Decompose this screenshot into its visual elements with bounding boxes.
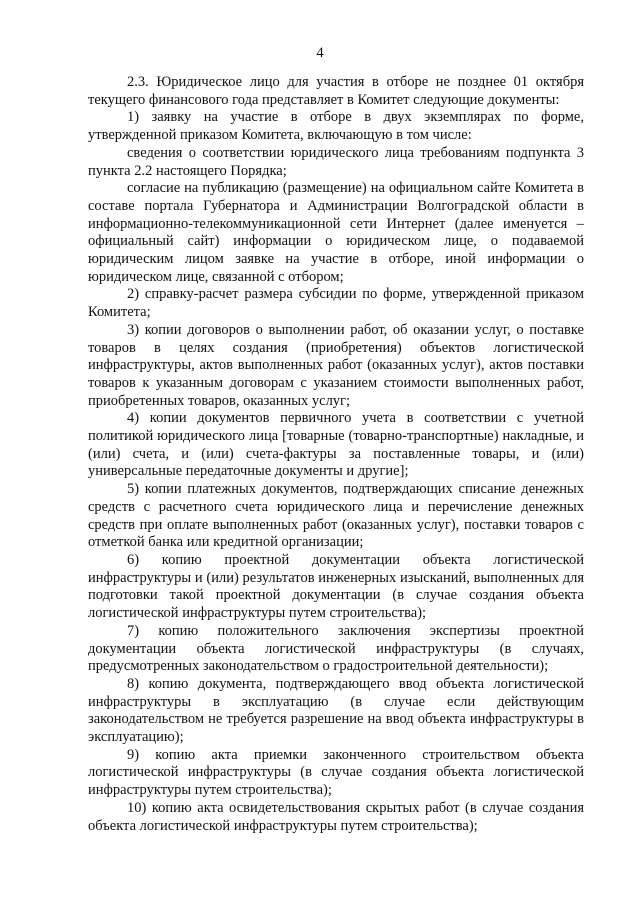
item-9-acceptance-act: 9) копию акта приемки законченного строительством объекта логистической инфраструктуры (в случае создания объекта логистической инфраструктуры путем строительства); bbox=[88, 746, 584, 799]
document-body bbox=[88, 74, 584, 835]
item-7-expertise-conclusion: 7) копию положительного заключения экспертизы проектной документации объекта логистической инфраструктуры (в случаях, предусмотренных законодательством о градостроительной деятельности); bbox=[88, 622, 584, 675]
item-10-hidden-works-act: 10) копию акта освидетельствования скрытых работ (в случае создания объекта логистической инфраструктуры путем строительства); bbox=[88, 799, 584, 834]
item-8-commissioning-document: 8) копию документа, подтверждающего ввод объекта логистической инфраструктуры в эксплуатацию (в случае если действующим законодательством не требуется разрешение на ввод объекта инфраструктуры в эксплуатацию); bbox=[88, 675, 584, 746]
item-2-subsidy-calculation: 2) справку-расчет размера субсидии по форме, утвержденной приказом Комитета; bbox=[88, 286, 584, 321]
item-3-contract-copies: 3) копии договоров о выполнении работ, об оказании услуг, о поставке товаров в целях создания (приобретения) объектов логистической инфраструктуры, актов выполненных работ (оказанных услуг), актов поставки товаров к указанным договорам с указанием стоимости выполненных работ, приобретенных товаров, оказанных услуг; bbox=[88, 321, 584, 409]
item-6-project-documentation: 6) копию проектной документации объекта логистической инфраструктуры и (или) результатов инженерных изысканий, выполненных для подготовки такой проектной документации (в случае создания объекта логистической инфраструктуры путем строительства); bbox=[88, 551, 584, 622]
item-1-requirements-info: сведения о соответствии юридического лица требованиям подпункта 3 пункта 2.2 настоящего Порядка; bbox=[88, 144, 584, 179]
item-4-primary-documents: 4) копии документов первичного учета в соответствии с учетной политикой юридического лица [товарные (товарно-транспортные) накладные, и (или) счета, и (или) счета-фактуры за поставленные товары, и (или) универсальные передаточные документы и другие]; bbox=[88, 410, 584, 480]
item-5-payment-documents: 5) копии платежных документов, подтверждающих списание денежных средств с расчетного счета юридического лица и перечисление денежных средств при оплате выполненных работ (оказанных услуг), поставки товаров с отметкой банка или кредитной организации; bbox=[88, 481, 584, 551]
paragraph-2-3-intro: 2.3. Юридическое лицо для участия в отборе не позднее 01 октября текущего финансового года представляет в Комитет следующие документы: bbox=[88, 74, 584, 108]
item-1-application: 1) заявку на участие в отборе в двух экземплярах по форме, утвержденной приказом Комитета, включающую в том числе: bbox=[88, 109, 584, 144]
item-1-publication-consent: согласие на публикацию (размещение) на официальном сайте Комитета в составе портала Губернатора и Администрации Волгоградской области в информационно-телекоммуникационной сети Интернет (далее именуется – официальный сайт) информации о юридическом лице, о подаваемой юридическим лицом заявке на участие в отборе, иной информации о юридическом лице, связанной с отбором; bbox=[88, 180, 584, 285]
page-number: 4 bbox=[316, 45, 324, 61]
